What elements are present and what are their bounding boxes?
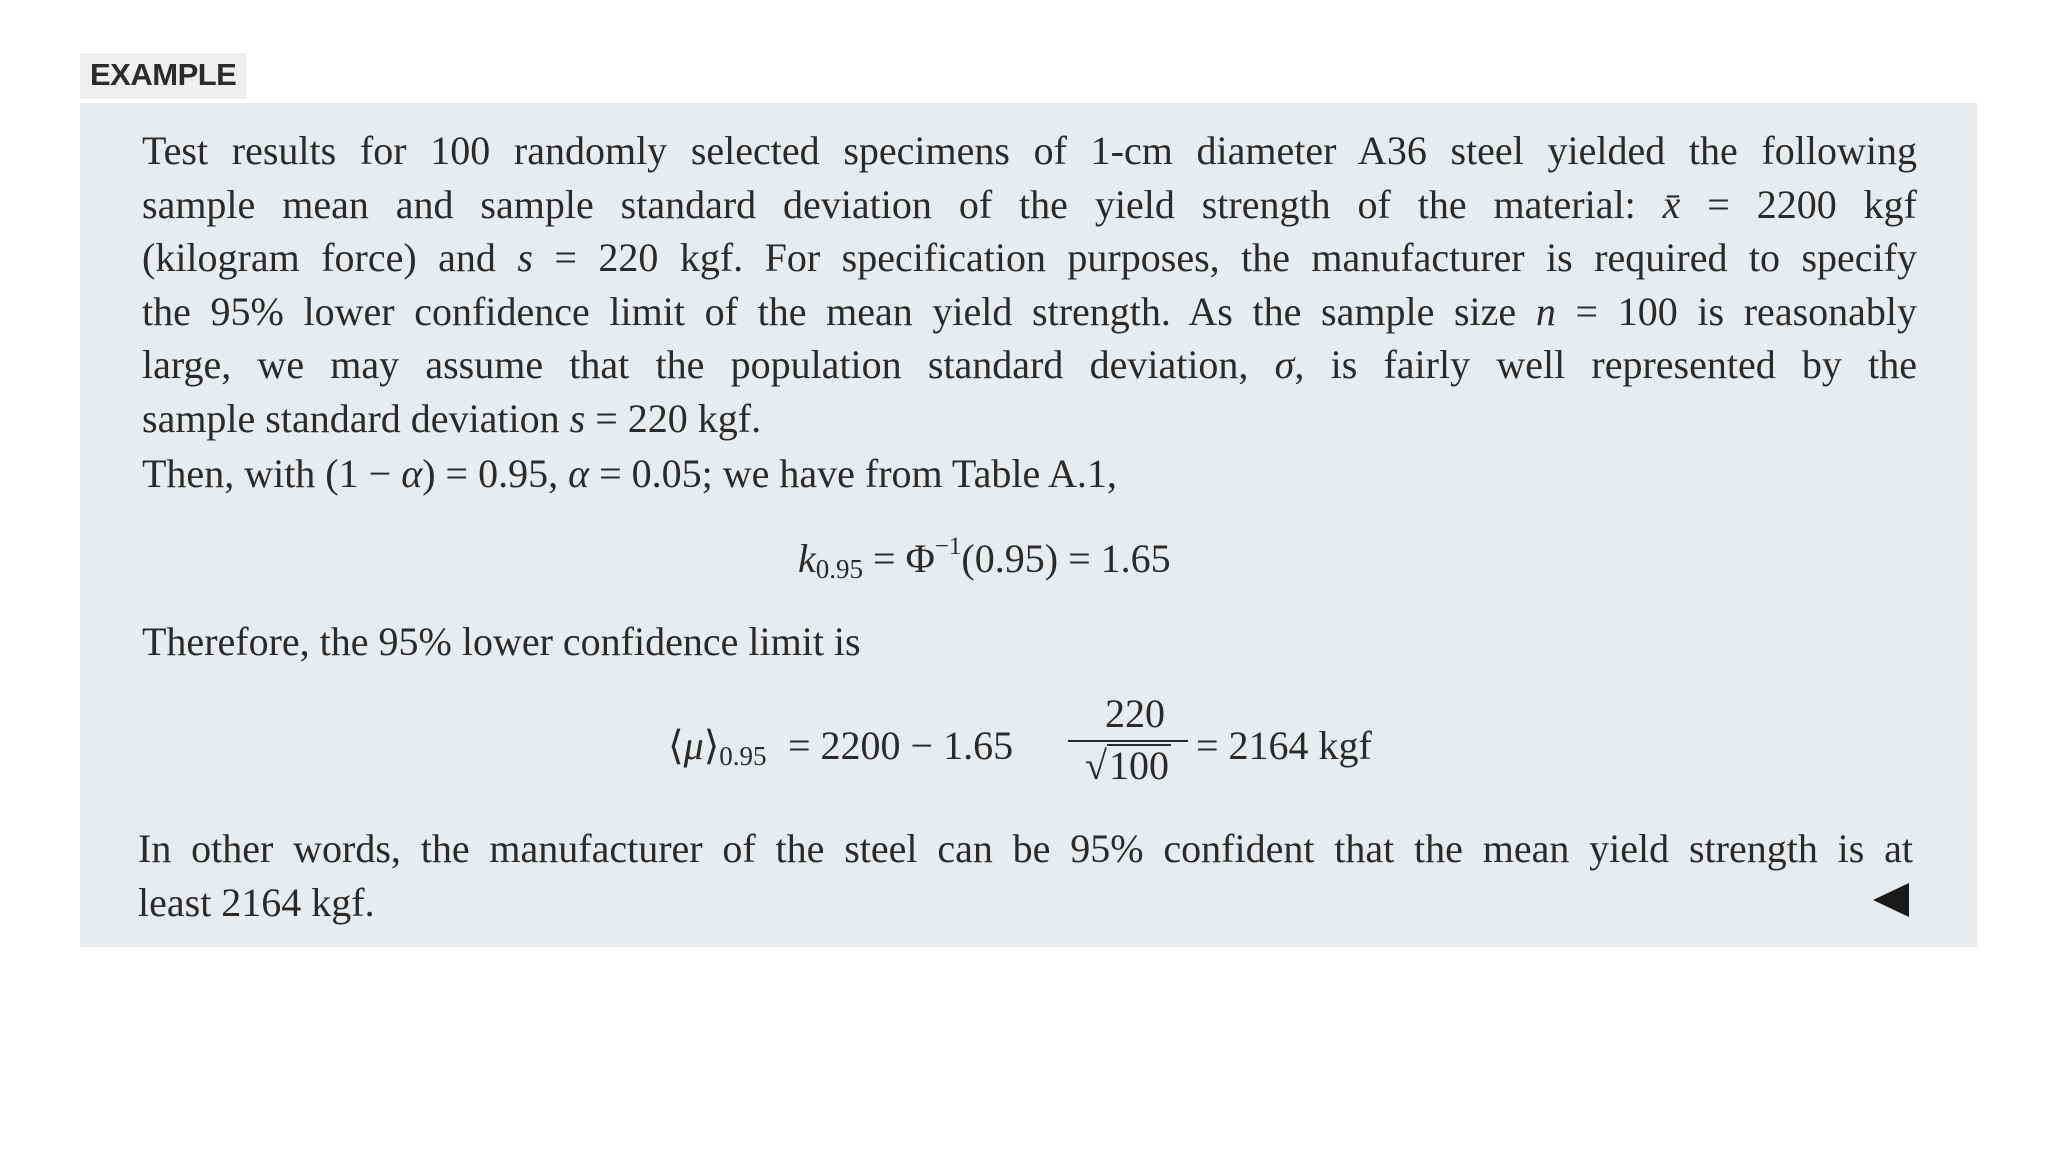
statement-line-2: [142, 178, 1917, 232]
equation-lhs: [668, 722, 767, 772]
statement-text: = 220 kgf. For specification purposes, the manufacturer is required to specify: [532, 235, 1917, 280]
phi-superscript: −1: [934, 533, 962, 560]
statement-line-1: Test results for 100 randomly selected specimens of 1-cm diameter A36 steel yielded the following: [142, 128, 1917, 173]
statement-line-5: [142, 338, 1917, 392]
equation-k: [798, 533, 1171, 585]
example-label: EXAMPLE: [80, 53, 246, 99]
fraction-numerator: 220: [1105, 691, 1165, 736]
k-symbol: k: [798, 536, 816, 581]
fraction-denominator: [1068, 744, 1188, 788]
conclusion-paragraph: [138, 822, 1913, 929]
sample-std-symbol: s: [517, 235, 533, 280]
alpha-symbol: α: [568, 451, 590, 496]
statement-text: (kilogram force) and: [142, 235, 518, 280]
sqrt-symbol: √: [1085, 743, 1107, 788]
fraction-bar: [1068, 740, 1188, 742]
mu-symbol: μ: [683, 723, 704, 768]
sample-mean-symbol: x̄: [1662, 181, 1681, 227]
paragraph-text: Then, with (1 −: [142, 451, 402, 496]
lhs-subscript: 0.95: [719, 741, 767, 771]
statement-text: = 2200 kgf: [1680, 181, 1917, 227]
conclusion-line-1: In other words, the manufacturer of the steel can be 95% confident that the mean yield strength is at: [138, 826, 1913, 871]
paragraph-text: ) = 0.95,: [422, 451, 569, 496]
sample-std-symbol: s: [569, 395, 586, 441]
therefore-paragraph: Therefore, the 95% lower confidence limit is: [142, 619, 861, 664]
conclusion-line-2: least 2164 kgf.: [138, 879, 375, 925]
fraction: [1068, 692, 1188, 788]
radicand: 100: [1108, 743, 1169, 788]
statement-text: , is fairly well represented by the: [1294, 342, 1918, 387]
equation-middle: = 2200 − 1.65: [788, 723, 1014, 768]
statement-line-3: [142, 231, 1917, 285]
statement-line-4: [142, 285, 1917, 339]
sigma-symbol: σ: [1274, 342, 1295, 387]
phi-text: = Φ: [863, 536, 935, 581]
alpha-symbol: α: [401, 451, 423, 496]
problem-statement: [142, 124, 1917, 445]
statement-text: the 95% lower confidence limit of the mean yield strength. As the sample size: [142, 288, 1536, 334]
angle-bracket-close: ⟩: [703, 723, 720, 768]
equation-rest: (0.95) = 1.65: [961, 536, 1171, 581]
statement-text: = 100 is reasonably: [1555, 288, 1917, 334]
angle-bracket-open: ⟨: [668, 723, 684, 768]
statement-text: sample mean and sample standard deviation of the yield strength of the material:: [142, 181, 1636, 227]
then-paragraph: [142, 447, 1917, 501]
k-subscript: 0.95: [815, 554, 864, 584]
paragraph-text: = 0.05; we have from Table A.1,: [589, 451, 1117, 496]
statement-text: = 220 kgf.: [585, 395, 762, 441]
statement-text: large, we may assume that the population standard deviation,: [142, 342, 1275, 387]
statement-line-6: [142, 392, 1917, 446]
statement-text: sample standard deviation: [142, 395, 570, 441]
end-of-example-marker-icon: [1873, 883, 1909, 917]
equation-rhs: = 2164 kgf: [1196, 723, 1372, 768]
sample-size-symbol: n: [1535, 288, 1556, 334]
